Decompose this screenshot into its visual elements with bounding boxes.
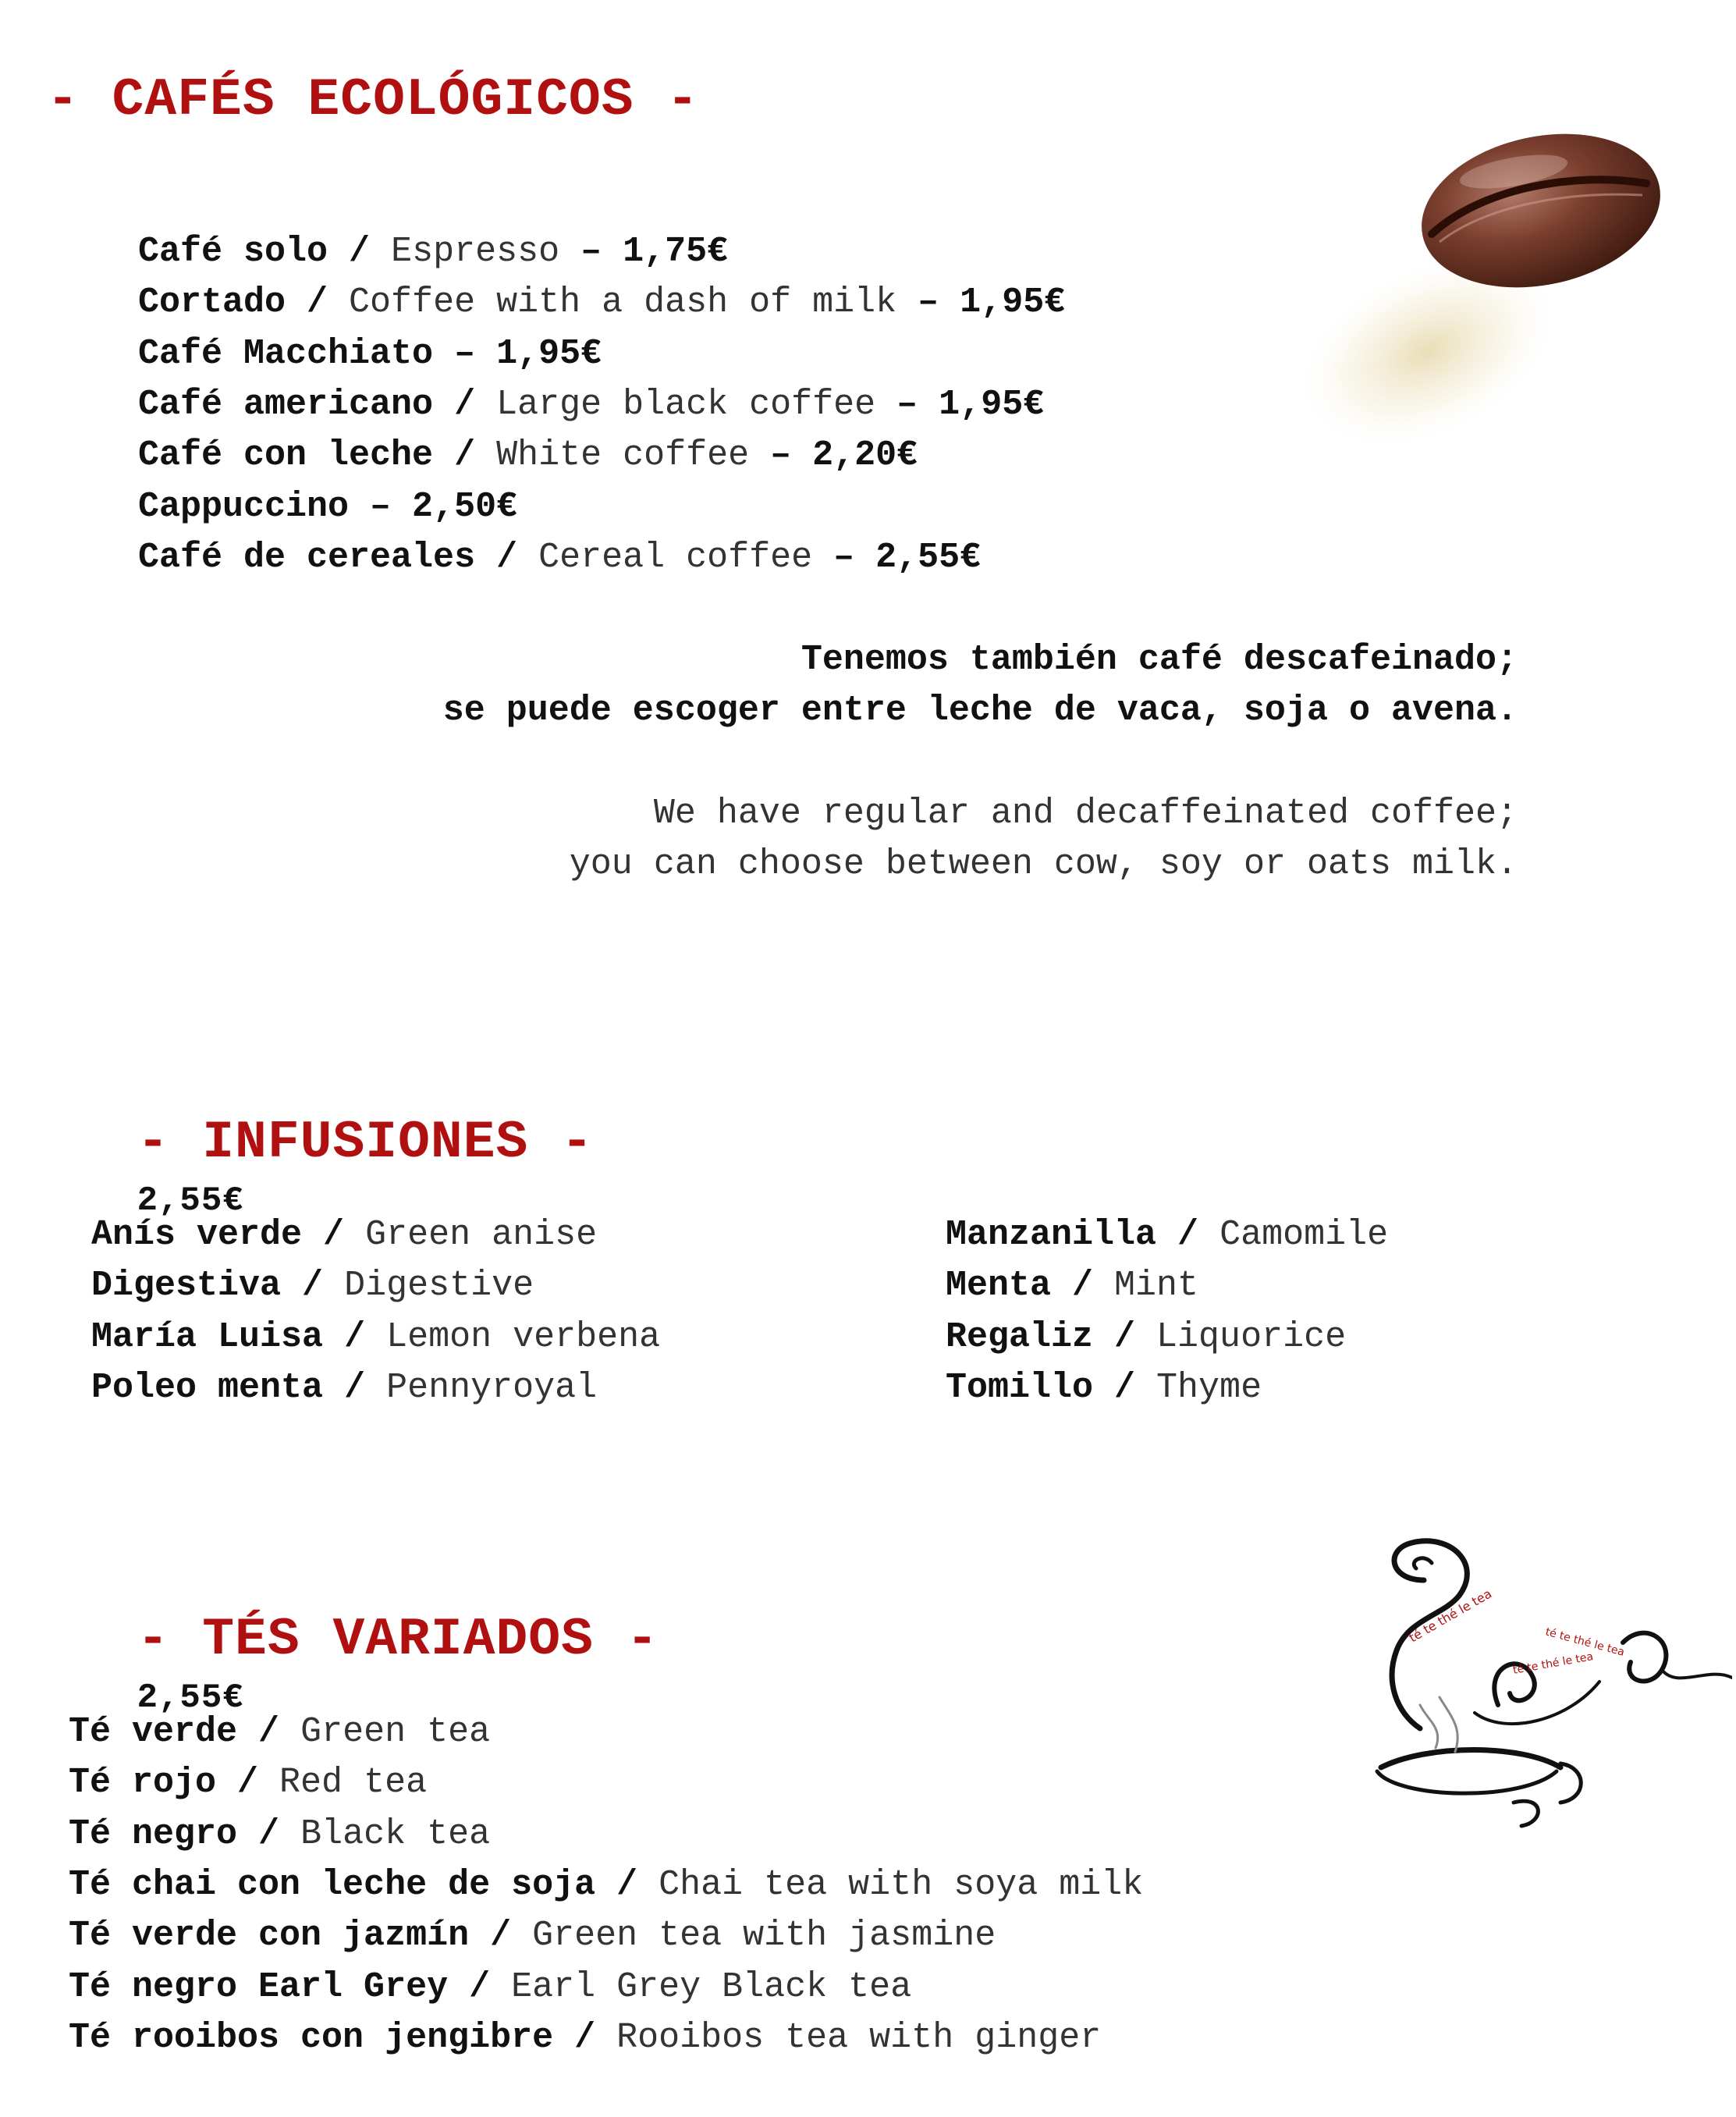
item-sep: / [475, 537, 539, 577]
item-desc: Pennyroyal [386, 1367, 598, 1408]
item-name: Café con leche [138, 435, 434, 476]
item-name: María Luisa [91, 1316, 324, 1357]
item-sep: / [237, 1813, 301, 1854]
tea-cup-icon [1365, 1533, 1732, 1845]
item-name: Digestiva [91, 1266, 282, 1306]
item-name: Té verde con jazmín [69, 1916, 470, 1956]
list-item [91, 1367, 598, 1408]
item-sep: / [595, 1864, 659, 1905]
decaf-note-en-1: We have regular and decaffeinated coffee; [653, 794, 1518, 833]
item-sep: / [433, 435, 497, 476]
item-name: Café americano [138, 384, 434, 424]
tea-cup-lettering-2: té te thé le tea [1511, 1650, 1595, 1677]
item-desc: Red tea [279, 1763, 428, 1803]
list-item [69, 1864, 1144, 1905]
item-name: Café solo [138, 232, 328, 272]
list-item [91, 1266, 534, 1306]
item-desc: Green tea [300, 1712, 491, 1752]
tea-cup-lettering: té te thé le tea [1406, 1586, 1495, 1646]
item-name: Cappuccino [138, 486, 350, 527]
list-item [91, 1215, 598, 1255]
item-desc: Chai tea with soya milk [659, 1864, 1144, 1905]
item-desc: Cereal coffee [538, 537, 813, 577]
list-item [946, 1215, 1389, 1255]
item-sep: / [553, 2017, 617, 2058]
tea-cup-lettering-3: té te thé le tea [1543, 1625, 1626, 1659]
item-desc: Espresso [391, 232, 560, 272]
list-item [69, 1712, 491, 1752]
item-sep: / [433, 384, 497, 424]
item-desc: Green anise [365, 1215, 598, 1255]
item-desc: Coffee with a dash of milk [349, 282, 897, 323]
list-item [69, 2017, 1102, 2058]
item-sep: / [1051, 1266, 1115, 1306]
item-desc: Rooibos tea with ginger [616, 2017, 1102, 2058]
item-sep: / [237, 1712, 301, 1752]
item-sep: / [1093, 1367, 1157, 1408]
item-name: Cortado [138, 282, 286, 323]
list-item [138, 282, 1066, 323]
item-desc: Mint [1114, 1266, 1199, 1306]
decaf-note-es-1: Tenemos también café descafeinado; [801, 640, 1518, 680]
list-item [69, 1916, 996, 1956]
item-desc: Earl Grey Black tea [511, 1966, 912, 2007]
item-sep: / [216, 1763, 280, 1803]
item-sep: / [448, 1966, 512, 2007]
item-desc: Lemon verbena [386, 1316, 661, 1357]
item-name: Té negro [69, 1813, 238, 1854]
item-sep: / [323, 1316, 387, 1357]
item-sep: / [302, 1215, 366, 1255]
item-sep: / [323, 1367, 387, 1408]
item-sep: / [328, 232, 392, 272]
item-desc: Black tea [300, 1813, 491, 1854]
item-name: Té verde [69, 1712, 238, 1752]
item-desc: Green tea with jasmine [532, 1916, 996, 1956]
item-price: – 2,55€ [812, 537, 982, 577]
item-name: Café de cereales [138, 537, 476, 577]
item-desc: Thyme [1156, 1367, 1262, 1408]
list-item [69, 1966, 912, 2007]
item-price: – 2,50€ [349, 486, 518, 527]
list-item [946, 1316, 1347, 1357]
list-item [69, 1763, 428, 1803]
list-item [138, 537, 982, 577]
item-name: Tomillo [946, 1367, 1094, 1408]
list-item [946, 1367, 1262, 1408]
infusiones-title-text: - INFUSIONES - [137, 1113, 594, 1173]
list-item [138, 232, 729, 272]
list-item [69, 1813, 491, 1854]
list-item [91, 1316, 661, 1357]
decaf-note-en-2: you can choose between cow, soy or oats milk. [569, 844, 1518, 884]
item-name: Té chai con leche de soja [69, 1864, 596, 1905]
item-desc: Digestive [344, 1266, 534, 1306]
item-desc: Camomile [1219, 1215, 1389, 1255]
tes-title [72, 1561, 659, 1720]
item-name: Té negro Earl Grey [69, 1966, 449, 2007]
coffee-bean-icon [1280, 117, 1685, 468]
tes-title-text: - TÉS VARIADOS - [137, 1610, 659, 1670]
list-item [138, 384, 1045, 424]
item-name: Manzanilla [946, 1215, 1157, 1255]
item-desc: White coffee [496, 435, 750, 476]
item-sep: / [286, 282, 350, 323]
list-item [138, 435, 918, 476]
item-sep: / [1156, 1215, 1220, 1255]
item-price: – 1,95€ [433, 333, 602, 374]
list-item [138, 333, 602, 374]
item-desc: Large black coffee [496, 384, 876, 424]
item-sep: / [1093, 1316, 1157, 1357]
item-price: – 1,95€ [875, 384, 1045, 424]
item-desc: Liquorice [1156, 1316, 1347, 1357]
item-sep: / [469, 1916, 533, 1956]
item-price: – 1,75€ [559, 232, 729, 272]
item-name: Poleo menta [91, 1367, 324, 1408]
item-name: Té rooibos con jengibre [69, 2017, 554, 2058]
item-name: Café Macchiato [138, 333, 434, 374]
item-name: Regaliz [946, 1316, 1094, 1357]
item-price: – 1,95€ [896, 282, 1066, 323]
cafes-title: - CAFÉS ECOLÓGICOS - [47, 70, 700, 130]
tes-price: 2,55€ [137, 1678, 244, 1717]
item-sep: / [281, 1266, 345, 1306]
item-name: Té rojo [69, 1763, 217, 1803]
infusiones-title [72, 1064, 594, 1223]
decaf-note-es-2: se puede escoger entre leche de vaca, soja o avena. [442, 691, 1518, 730]
item-name: Menta [946, 1266, 1052, 1306]
list-item [138, 486, 518, 527]
list-item [946, 1266, 1199, 1306]
infusiones-price: 2,55€ [137, 1181, 244, 1220]
item-name: Anís verde [91, 1215, 303, 1255]
item-price: – 2,20€ [749, 435, 918, 476]
